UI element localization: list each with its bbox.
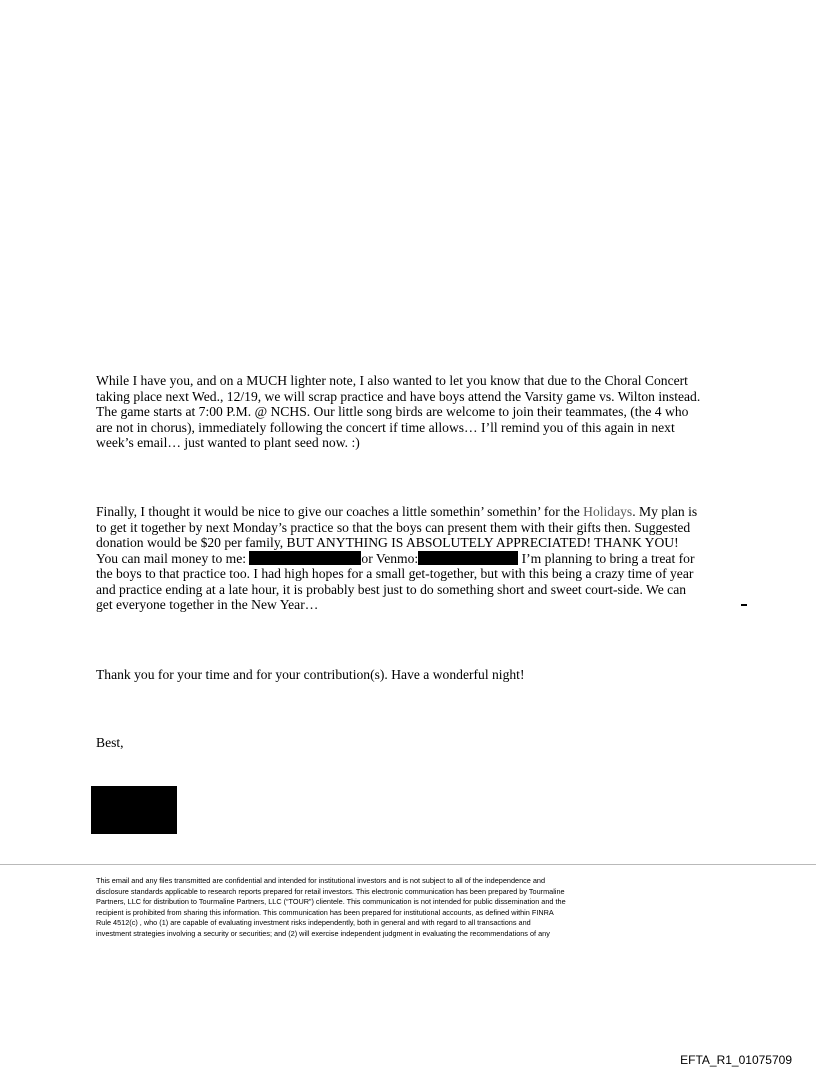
text-line: The game starts at 7:00 P.M. @ NCHS. Our little song birds are welcome to join their teammates, (the 4 who (96, 404, 689, 419)
paragraph-thanks: Thank you for your time and for your contribution(s). Have a wonderful night! (96, 667, 525, 682)
text-line: the boys to that practice too. I had high hopes for a small get-together, but with this being a crazy time of year (96, 566, 694, 581)
text-line: While I have you, and on a MUCH lighter note, I also wanted to let you know that due to the Choral Concert (96, 373, 688, 388)
text-line: to get it together by next Monday’s practice so that the boys can present them with their gifts then. Suggested (96, 519, 691, 535)
text-segment: Finally, I thought it would be nice to give our coaches a little somethin’ somethin’ for the (96, 504, 584, 519)
divider (0, 864, 816, 865)
text-segment: You can mail money to me: (96, 550, 250, 566)
legal-disclaimer (96, 876, 736, 939)
text-line: taking place next Wed., 12/19, we will scrap practice and have boys attend the Varsity game vs. Wilton instead. (96, 388, 701, 404)
text-line: week’s email… just wanted to plant seed now. :) (96, 435, 360, 450)
text-line: are not in chorus), immediately following the concert if time allows… I’ll remind you of this again in next (96, 419, 675, 435)
disclaimer-line: disclosure standards applicable to research reports prepared for retail investors. This electronic communication has been prepared by Tourmaline (96, 886, 565, 896)
text-line: donation would be $20 per family, BUT ANYTHING IS ABSOLUTELY APPRECIATED! THANK YOU! (96, 535, 679, 550)
text-line: get everyone together in the New Year… (96, 597, 319, 612)
text-line (96, 504, 736, 520)
text-segment: . My plan is (632, 504, 698, 519)
text-segment: or Venmo: (361, 550, 419, 566)
text-line (96, 551, 736, 567)
disclaimer-line: Partners, LLC for distribution to Tourmaline Partners, LLC (“TOUR”) clientele. This communication is not intended for public dissemination and the (96, 897, 566, 906)
document-id: EFTA_R1_01075709 (680, 1053, 792, 1067)
redaction-signature (91, 786, 177, 834)
disclaimer-line: This email and any files transmitted are confidential and intended for institutional investors and is not subject to all of the independence and (96, 876, 546, 885)
stray-mark (741, 604, 747, 606)
disclaimer-line: Rule 4512(c) , who (1) are capable of evaluating investment risks independently, both in general and with regard to all transactions and (96, 918, 531, 927)
redaction-venmo (418, 551, 518, 565)
paragraph-coach-gift (96, 504, 736, 613)
holidays-link[interactable]: Holidays (583, 504, 633, 519)
closing-salutation: Best, (96, 735, 124, 750)
disclaimer-line: recipient is prohibited from sharing this information. This communication has been prepared for institutional accounts, as defined within FINRA (96, 907, 554, 917)
paragraph-choral-concert (96, 373, 736, 451)
redaction-address (249, 551, 361, 565)
disclaimer-line: investment strategies involving a security or securities; and (2) will exercise independent judgment in evaluating the recommendations of any (96, 928, 550, 938)
text-segment: I’m planning to bring a treat for (518, 550, 695, 566)
text-line: and practice ending at a late hour, it is probably best just to do something short and sweet court-side. We can (96, 581, 687, 597)
